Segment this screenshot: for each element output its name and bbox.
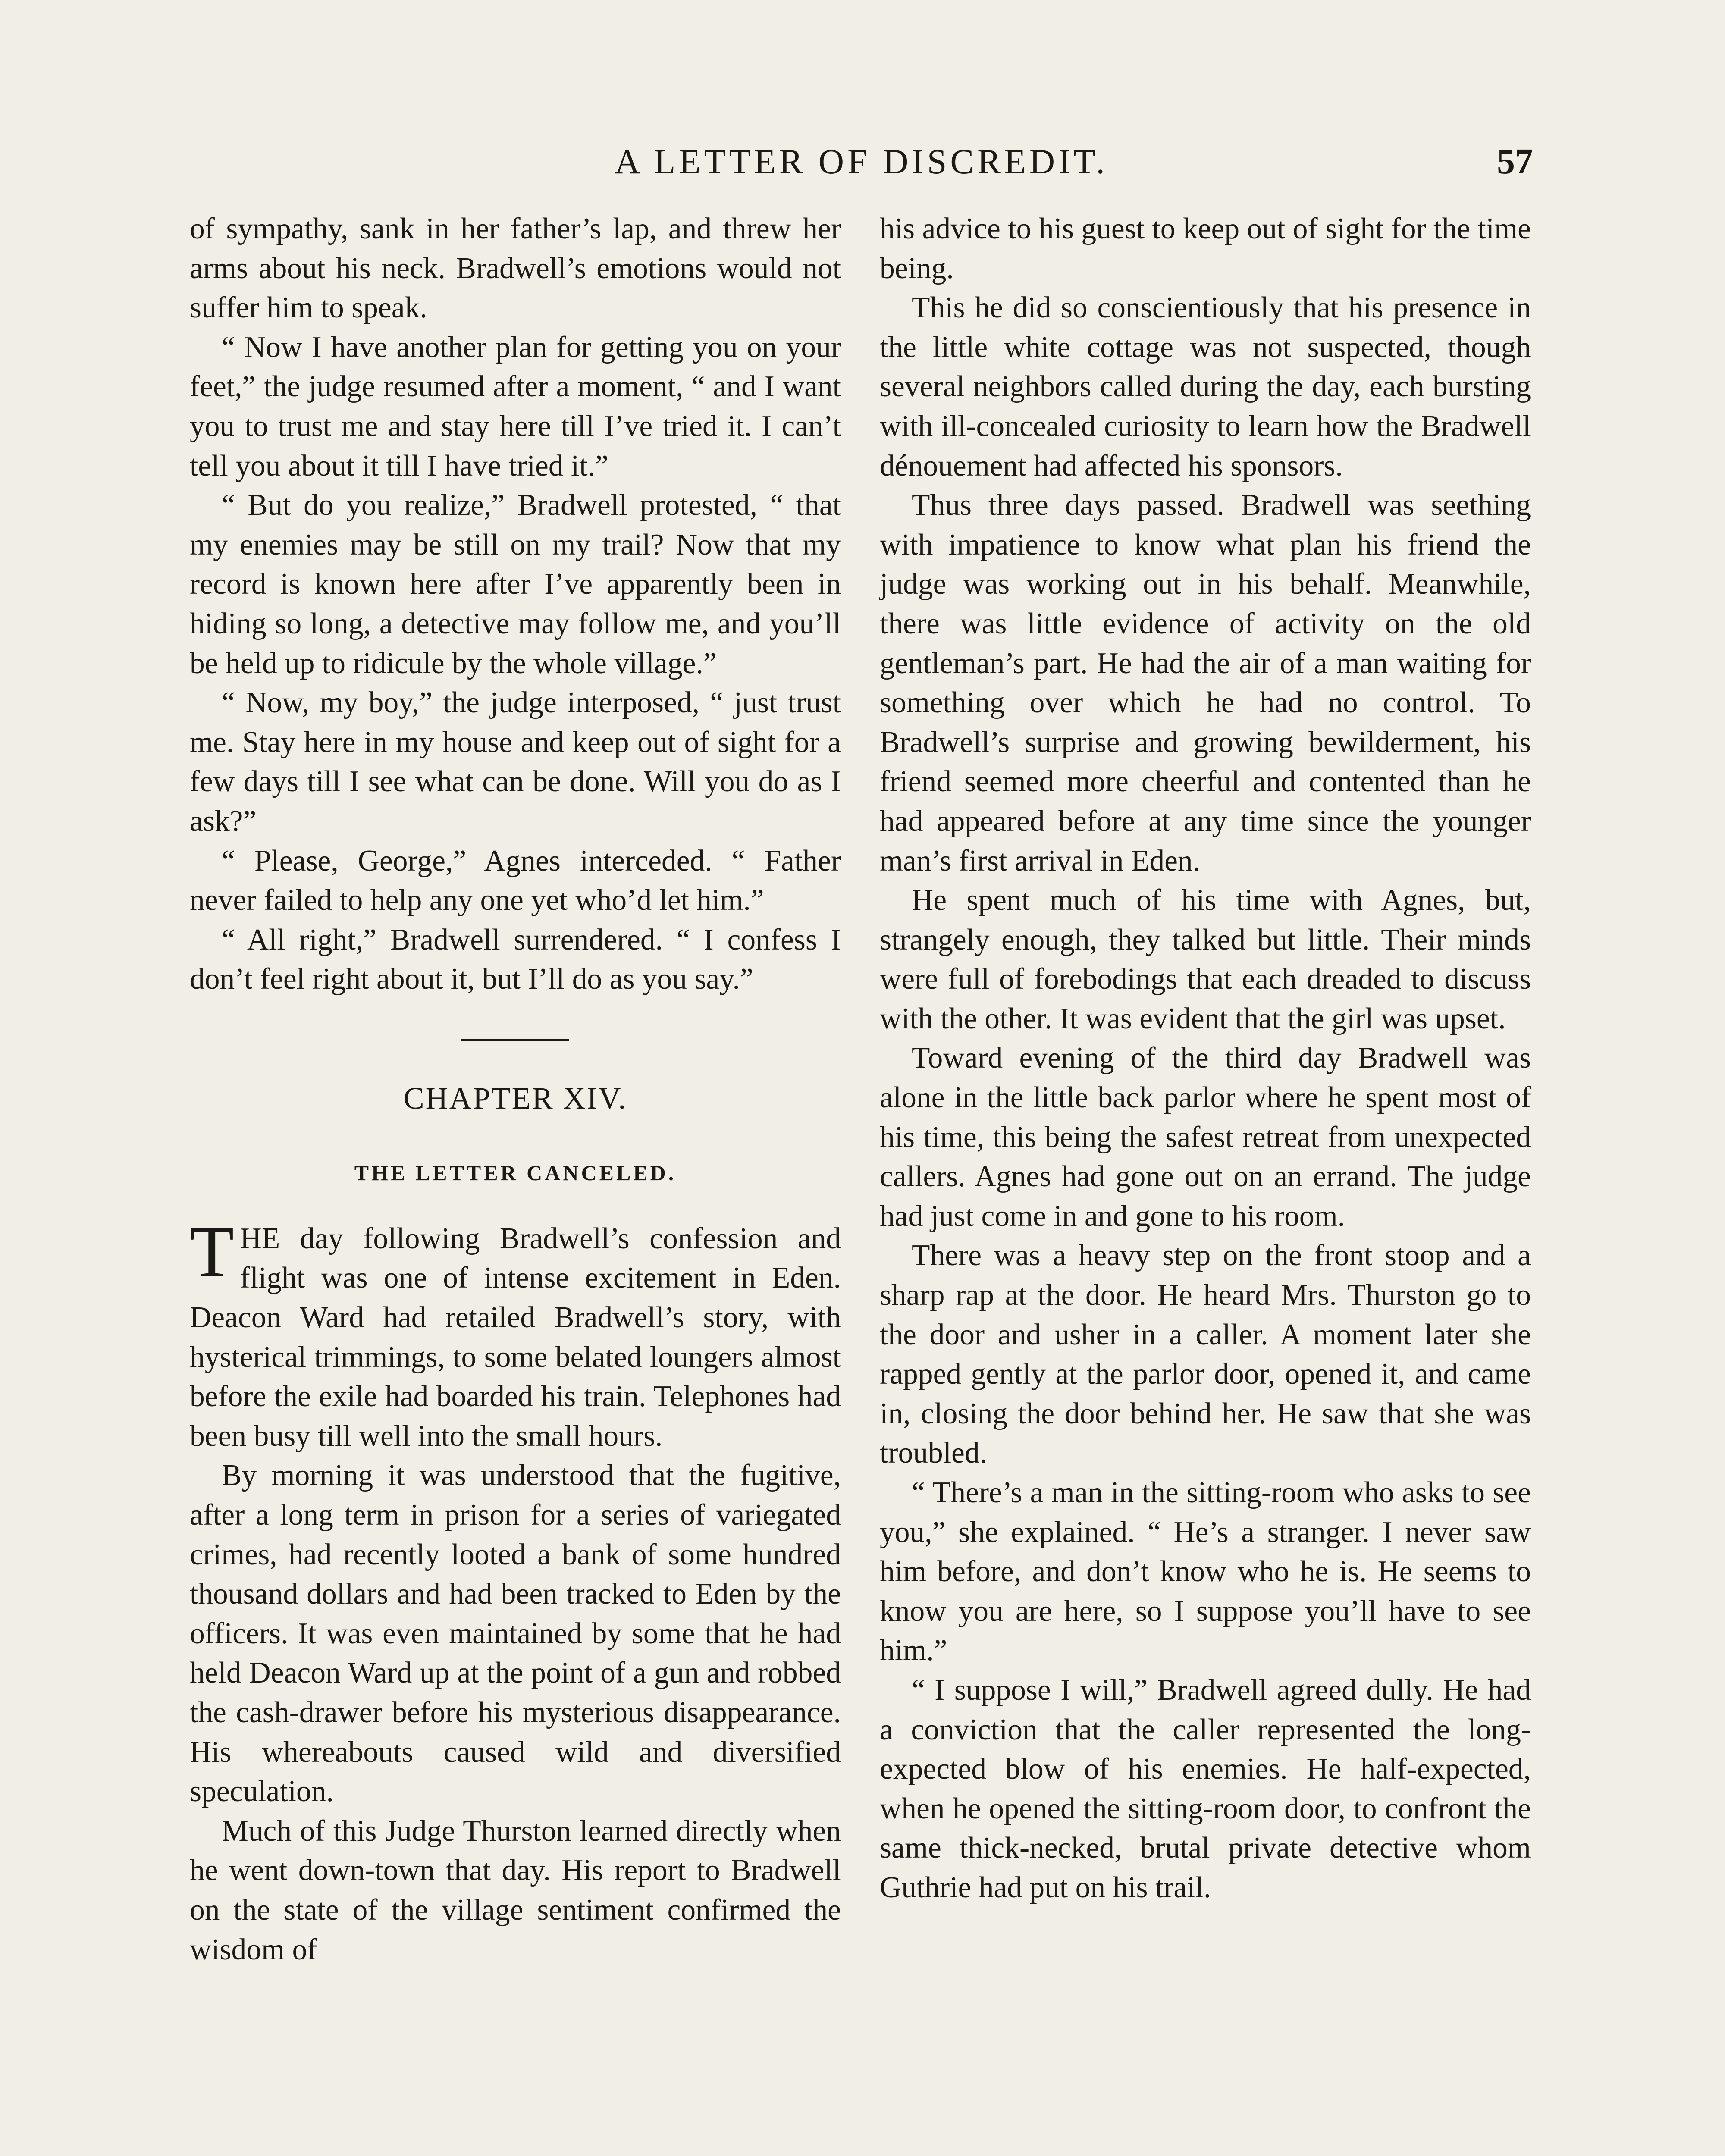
paragraph: “ Now I have another plan for getting you on your feet,” the judge resumed after a moment, “ and I want you to trust me and stay here till I’ve tried it. I can’t tell you about it till I have tried it.”	[190, 330, 841, 483]
paragraph: Toward evening of the third day Bradwell was alone in the little back parlor where he spent most of his time, this being the safest retreat from unexpected callers. Agnes had gone out on an errand. The judge had just come in and gone to his room.	[880, 1041, 1531, 1233]
paragraph: “ But do you realize,” Bradwell protested, “ that my enemies may be still on my trail? Now that my record is known here after I’ve apparently been in hiding so long, a detective may follow me, and you’ll be held up to ridicule by the whole village.”	[190, 489, 841, 680]
paragraph: Much of this Judge Thurston learned directly when he went down-town that day. His report to Bradwell on the state of the village sentiment confirmed the wisdom of	[190, 1814, 841, 1966]
chapter-heading: CHAPTER XIV.	[403, 1081, 627, 1116]
running-title: A LETTER OF DISCREDIT.	[615, 142, 1108, 181]
paragraph: Thus three days passed. Bradwell was seething with impatience to know what plan his friend the judge was working out in his behalf. Meanwhile, there was little evidence of activity on the old gentleman’s part. He had the air of a man waiting for something over which he had no control. To Bradwell’s surprise and growing bewilderment, his friend seemed more cheerful and contented than he had appeared before at any time since the younger man’s first arrival in Eden.	[880, 489, 1531, 877]
section-divider	[461, 1039, 569, 1041]
chapter-first-paragraph	[190, 1211, 841, 1456]
paragraph: “ All right,” Bradwell surrendered. “ I confess I don’t feel right about it, but I’ll do as you say.”	[190, 923, 841, 996]
left-column	[190, 209, 841, 1969]
paragraph: By morning it was understood that the fugitive, after a long term in prison for a series of variegated crimes, had recently looted a bank of some hundred thousand dollars and had been tracked to Eden by the officers. It was even maintained by some that he had held Deacon Ward up at the point of a gun and robbed the cash-drawer before his mysterious disappearance. His whereabouts caused wild and diversified speculation.	[190, 1459, 841, 1808]
paragraph: “ There’s a man in the sitting-room who asks to see you,” she explained. “ He’s a stranger. I never saw him before, and don’t know who he is. He seems to know you are here, so I suppose you’ll have to see him.”	[880, 1476, 1531, 1667]
paragraph: “ Please, George,” Agnes interceded. “ Father never failed to help any one yet who’d let him.”	[190, 844, 841, 917]
running-head	[190, 138, 1533, 185]
drop-cap: T	[190, 1211, 234, 1292]
paragraph: of sympathy, sank in her father’s lap, and threw her arms about his neck. Bradwell’s emotions would not suffer him to speak.	[190, 212, 841, 325]
paragraph: “ Now, my boy,” the judge interposed, “ just trust me. Stay here in my house and keep out of sight for a few days till I see what can be done. Will you do as I ask?”	[190, 686, 841, 838]
paragraph: “ I suppose I will,” Bradwell agreed dully. He had a conviction that the caller represented the long-expected blow of his enemies. He half-expected, when he opened the sitting-room door, to confront the same thick-necked, brutal private detective whom Guthrie had put on his trail.	[880, 1673, 1531, 1904]
page-number: 57	[1497, 141, 1533, 182]
paragraph: his advice to his guest to keep out of sight for the time being.	[880, 212, 1531, 285]
paragraph: He spent much of his time with Agnes, but, strangely enough, they talked but little. Their minds were full of forebodings that each dreaded to discuss with the other. It was evident that the girl was upset.	[880, 884, 1531, 1035]
paragraph: This he did so conscientiously that his presence in the little white cottage was not suspected, though several neighbors called during the day, each bursting with ill-concealed curiosity to learn how the Bradwell dénouement had affected his sponsors.	[880, 291, 1531, 483]
right-column	[880, 209, 1531, 1908]
paragraph: There was a heavy step on the front stoop and a sharp rap at the door. He heard Mrs. Thurston go to the door and usher in a caller. A moment later she rapped gently at the parlor door, opened it, and came in, closing the door behind her. He saw that she was troubled.	[880, 1239, 1531, 1470]
first-paragraph-text: HE day following Bradwell’s confession and flight was one of intense excitement in Eden. Deacon Ward had retailed Bradwell’s story, with hysterical trimmings, to some belated loungers almost before the exile had boarded his train. Telephones had been busy till well into the small hours.	[190, 1222, 841, 1453]
chapter-subtitle: THE LETTER CANCELED.	[354, 1160, 677, 1185]
